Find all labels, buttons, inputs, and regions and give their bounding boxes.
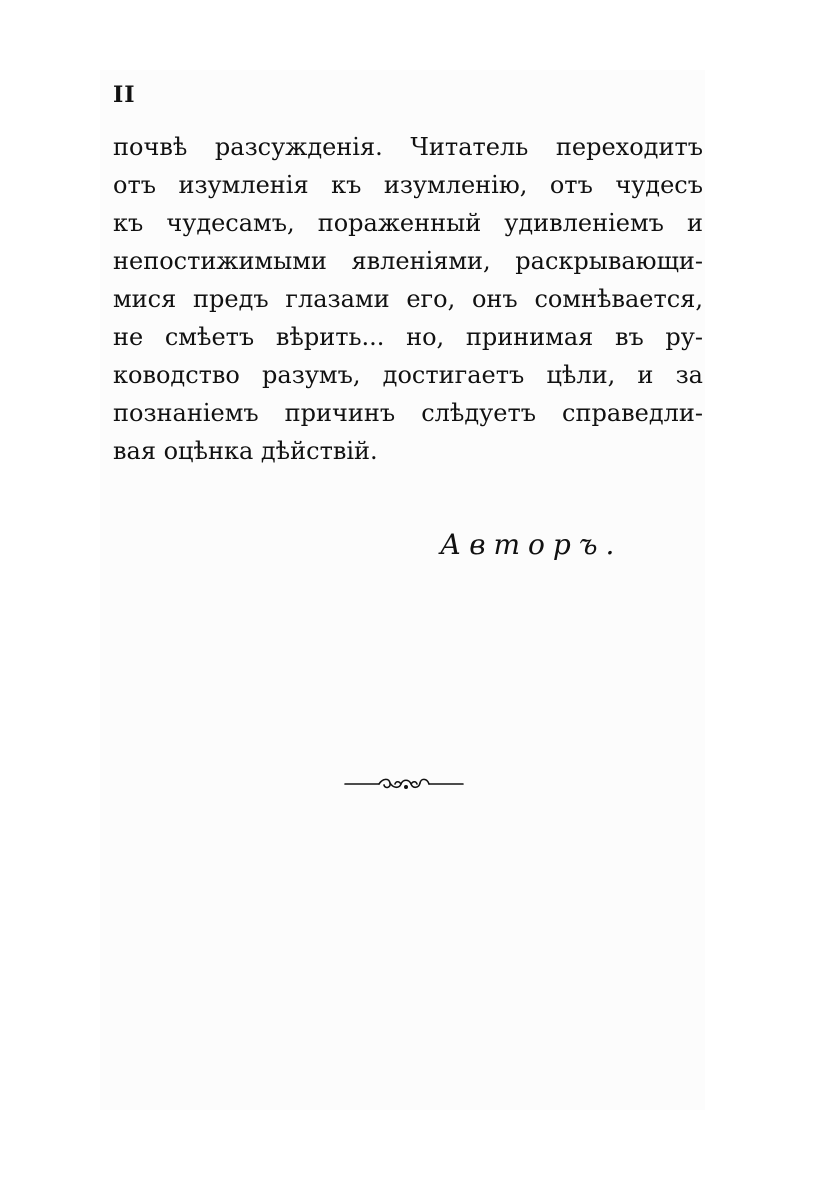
text-line: познаніемъ причинъ слѣдуетъ справедли- bbox=[113, 399, 703, 427]
text-line: вая оцѣнка дѣйствій. bbox=[113, 437, 378, 465]
body-text bbox=[113, 128, 703, 470]
text-line: мися предъ глазами его, онъ сомнѣвается, bbox=[113, 285, 703, 313]
page-number: II bbox=[113, 82, 136, 108]
text-line: непостижимыми явленіями, раскрывающи- bbox=[113, 247, 703, 275]
author-signature: Авторъ. bbox=[440, 528, 623, 561]
text-line: къ чудесамъ, пораженный удивленіемъ и bbox=[113, 209, 703, 237]
text-line: отъ изумленія къ изумленію, отъ чудесъ bbox=[113, 171, 703, 199]
tailpiece-flourish-icon bbox=[343, 772, 465, 796]
text-line: ководство разумъ, достигаетъ цѣли, и за bbox=[113, 361, 703, 389]
text-line: почвѣ разсужденія. Читатель переходитъ bbox=[113, 133, 703, 161]
text-line: не смѣетъ вѣрить... но, принимая въ ру- bbox=[113, 323, 703, 351]
